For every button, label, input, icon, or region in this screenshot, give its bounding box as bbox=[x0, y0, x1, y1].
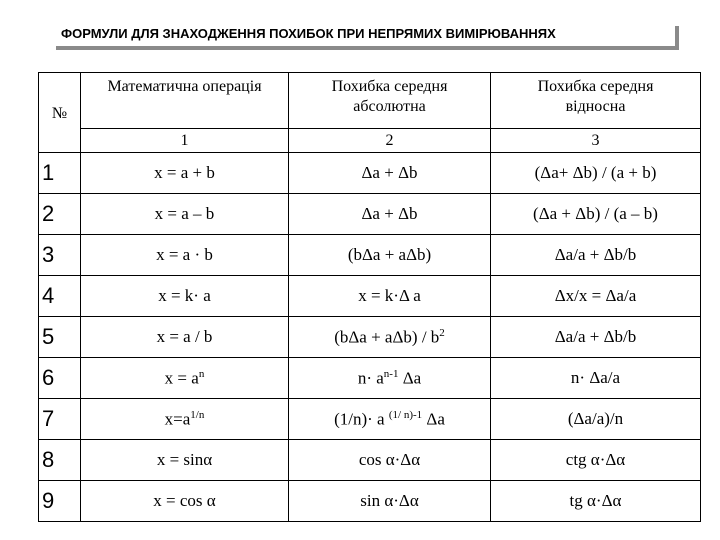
absolute-error-cell: $(b\Delta a + a\Delta b) / b^2$ bbox=[289, 317, 491, 358]
row-number: 7 bbox=[39, 399, 81, 440]
absolute-error-cell: Δa + Δb bbox=[289, 153, 491, 194]
table-row bbox=[39, 358, 701, 399]
absolute-error-cell: cos α·Δα bbox=[289, 440, 491, 481]
formula-table bbox=[38, 72, 701, 522]
relative-error-cell: ctg α·Δα bbox=[491, 440, 701, 481]
relative-error-cell: Δa/a + Δb/b bbox=[491, 317, 701, 358]
row-number: 4 bbox=[39, 276, 81, 317]
column-index: 2 bbox=[289, 129, 491, 153]
row-number: 2 bbox=[39, 194, 81, 235]
absolute-error-cell: Δa + Δb bbox=[289, 194, 491, 235]
operation-cell: x = cos α bbox=[81, 481, 289, 522]
relative-error-cell: tg α·Δα bbox=[491, 481, 701, 522]
table-row bbox=[39, 194, 701, 235]
operation-cell: x = k· a bbox=[81, 276, 289, 317]
column-index: 1 bbox=[81, 129, 289, 153]
relative-error-cell: Δx/x = Δa/a bbox=[491, 276, 701, 317]
absolute-error-cell: sin α·Δα bbox=[289, 481, 491, 522]
row-number: 5 bbox=[39, 317, 81, 358]
relative-error-cell: (Δa+ Δb) / (a + b) bbox=[491, 153, 701, 194]
operation-cell: x = a · b bbox=[81, 235, 289, 276]
relative-error-cell: n· Δa/a bbox=[491, 358, 701, 399]
table-row bbox=[39, 235, 701, 276]
relative-error-cell: (Δa + Δb) / (a – b) bbox=[491, 194, 701, 235]
row-number: 1 bbox=[39, 153, 81, 194]
header-operation: Математична операція bbox=[81, 73, 289, 129]
row-number: 3 bbox=[39, 235, 81, 276]
operation-cell: $x=a^{1/n}$ bbox=[81, 399, 289, 440]
table-row bbox=[39, 317, 701, 358]
table-header-row bbox=[39, 73, 701, 129]
table-row bbox=[39, 399, 701, 440]
operation-cell: $x = a^n$ bbox=[81, 358, 289, 399]
header-number-cell bbox=[39, 73, 81, 153]
row-number: 9 bbox=[39, 481, 81, 522]
row-number: 8 bbox=[39, 440, 81, 481]
operation-cell: x = a / b bbox=[81, 317, 289, 358]
column-index-row bbox=[39, 129, 701, 153]
table-row bbox=[39, 440, 701, 481]
column-index: 3 bbox=[491, 129, 701, 153]
header-relative-error: Похибка середня відносна bbox=[491, 73, 701, 129]
relative-error-cell: (Δa/a)/n bbox=[491, 399, 701, 440]
absolute-error-cell: (1/n)· a $^{(1/ n)-1}$ Δa bbox=[289, 399, 491, 440]
table-row bbox=[39, 481, 701, 522]
operation-cell: x = a – b bbox=[81, 194, 289, 235]
relative-error-cell: Δa/a + Δb/b bbox=[491, 235, 701, 276]
page-title: ФОРМУЛИ ДЛЯ ЗНАХОДЖЕННЯ ПОХИБОК ПРИ НЕПРЯМИХ ВИМІРЮВАННЯХ bbox=[52, 22, 675, 46]
absolute-error-cell: x = k·Δ a bbox=[289, 276, 491, 317]
absolute-error-cell: (bΔa + aΔb) bbox=[289, 235, 491, 276]
operation-cell: x = a + b bbox=[81, 153, 289, 194]
number-sign: № bbox=[51, 104, 68, 122]
table-row bbox=[39, 276, 701, 317]
absolute-error-cell: $n\cdot a^{n-1}$ Δa bbox=[289, 358, 491, 399]
table-row bbox=[39, 153, 701, 194]
operation-cell: x = sinα bbox=[81, 440, 289, 481]
row-number: 6 bbox=[39, 358, 81, 399]
header-absolute-error: Похибка середня абсолютна bbox=[289, 73, 491, 129]
